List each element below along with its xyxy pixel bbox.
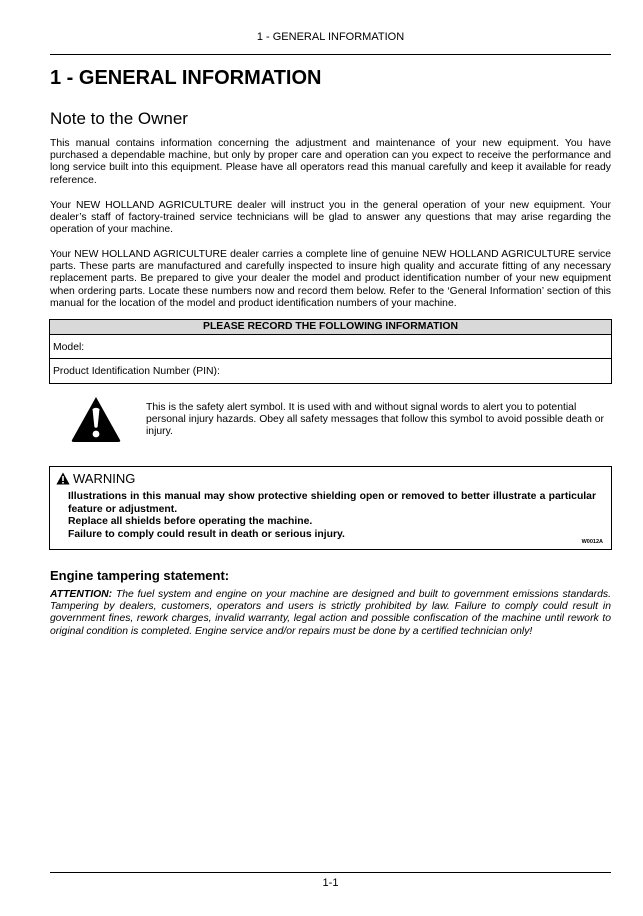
pin-field: Product Identification Number (PIN):: [50, 358, 611, 382]
warning-line: Illustrations in this manual may show protective shielding open or removed to better illustrate a particular feature or adjustment.: [68, 491, 596, 515]
record-info-box: [49, 319, 612, 384]
warning-code: W0012A: [581, 539, 603, 545]
attention-body: The fuel system and engine on your machine are designed and built to government emissions standards. Tampering by dealers, customers, operators and users is strictly prohibited by law. Failure to comply could result in government fines, rework charges, invalid warranty, legal action and possible confiscation of the machine until rework to original condition is completed. Engine service and/or repairs must be done by a certified technician only!: [50, 589, 611, 637]
warning-lines: [68, 491, 596, 541]
page-title: 1 - GENERAL INFORMATION: [50, 67, 322, 89]
safety-alert-text: This is the safety alert symbol. It is used with and without signal words to alert you to potential personal injury hazards. Obey all safety messages that follow this symbol to avoid possible death or injury.: [146, 402, 604, 438]
dealer-paragraph: Your NEW HOLLAND AGRICULTURE dealer will instruct you in the general operation of your new equipment. Your dealer’s staff of factory-trained service technicians will be glad to answer any questions that may arise regarding the operation of your machine.: [50, 200, 611, 236]
safety-alert-icon: [70, 395, 122, 443]
footer-rule: [50, 872, 611, 873]
attention-label: ATTENTION:: [50, 589, 113, 600]
engine-tampering-heading: Engine tampering statement:: [50, 568, 230, 583]
page-number: 1-1: [322, 877, 339, 889]
warning-triangle-icon: [56, 472, 70, 485]
warning-label: WARNING: [73, 471, 136, 486]
intro-paragraph: This manual contains information concerning the adjustment and maintenance of your new equipment. You have purchased a dependable machine, but only by proper care and operation can you expect to receive the performance and long service built into this equipment. Please have all operators read this manual carefully and keep it available for ready reference.: [50, 138, 611, 186]
engine-tampering-text: [50, 589, 611, 638]
record-box-heading: PLEASE RECORD THE FOLLOWING INFORMATION: [50, 320, 611, 335]
parts-paragraph: Your NEW HOLLAND AGRICULTURE dealer carries a complete line of genuine NEW HOLLAND AGRICULTURE service parts. These parts are manufactured and carefully inspected to insure high quality and accurate fitting of any necessary replacement parts. Be prepared to give your dealer the model and product identification number of your new equipment when ordering parts. Locate these numbers now and record them below. Refer to the ‘General Information’ section of this manual for the location of the model and product identification numbers of your machine.: [50, 249, 611, 309]
running-header: 1 - GENERAL INFORMATION: [256, 31, 405, 43]
header-rule: [50, 54, 611, 55]
section-title: Note to the Owner: [50, 109, 188, 128]
warning-line: Replace all shields before operating the machine.: [68, 516, 313, 528]
warning-box: [49, 466, 612, 550]
warning-heading: [56, 471, 135, 486]
model-field: Model:: [53, 342, 85, 353]
warning-line: Failure to comply could result in death or serious injury.: [68, 528, 345, 540]
